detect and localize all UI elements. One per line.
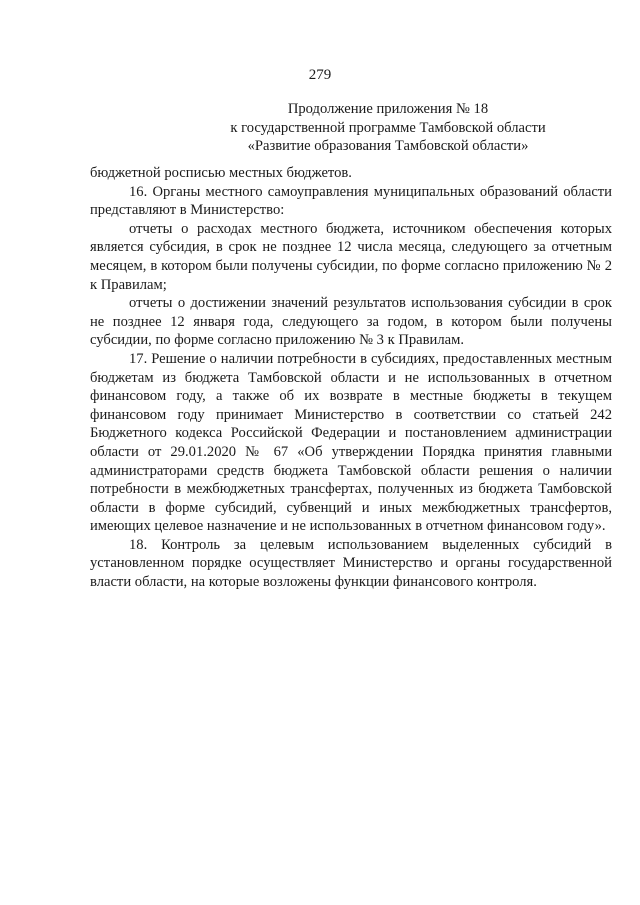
paragraph-16-expense-reports: отчеты о расходах местного бюджета, источником обеспечения которых является субсидия, в срок не позднее 12 числа месяца, следующего за отчетным месяцем, в котором были получены субсидии, по форме согласно приложению № 2 к Правилам; <box>90 220 612 293</box>
paragraph-16-results-reports: отчеты о достижении значений результатов использования субсидии в срок не позднее 12 января года, следующего за годом, в котором были получены субсидии, по форме согласно приложению № 3 к Правилам. <box>90 295 612 349</box>
paragraph-continuation: бюджетной росписью местных бюджетов. <box>90 165 352 181</box>
header-line-program: к государственной программе Тамбовской области <box>230 119 546 136</box>
appendix-header <box>178 100 598 156</box>
document-body <box>90 164 612 592</box>
paragraph-17: 17. Решение о наличии потребности в субсидиях, предоставленных местным бюджетам из бюджета Тамбовской области и не использованных в отчетном финансовом году, а также об их возврате в местные бюджеты в текущем финансовом году принимает Министерство в соответствии со статьей 242 Бюджетного кодекса Российской Федерации и постановлением администрации области от 29.01.2020 № 67 «Об утверждении Порядка принятия главными администраторами средств бюджета Тамбовской области решения о наличии потребности в межбюджетных трансфертах, полученных из бюджета Тамбовской области в форме субсидий, субвенций и иных межбюджетных трансфертов, имеющих целевое назначение и не использованных в отчетном финансовом году». <box>90 350 612 535</box>
header-line-appendix: Продолжение приложения № 18 <box>287 101 489 117</box>
paragraph-16: 16. Органы местного самоуправления муниципальных образований области представляют в Министерство: <box>90 183 612 219</box>
page-number: 279 <box>308 67 332 83</box>
paragraph-18: 18. Контроль за целевым использованием выделенных субсидий в установленном порядке осуществляет Министерство и органы государственной власти области, на которые возложены функции финансового контроля. <box>90 536 612 591</box>
header-line-program-title: «Развитие образования Тамбовской области» <box>247 138 529 154</box>
